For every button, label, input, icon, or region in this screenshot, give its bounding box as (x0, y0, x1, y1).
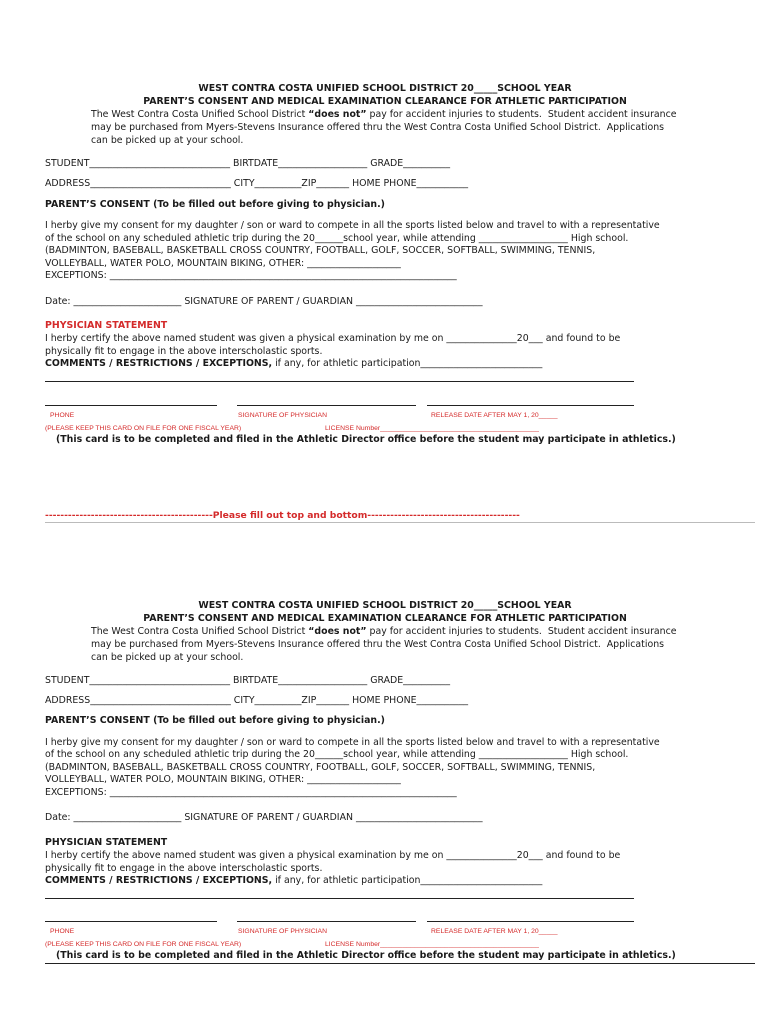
footer-note: (This card is to be completed and filed in the Athletic Director office before the student may participate in athletics.) (56, 950, 676, 961)
consent-line2: of the school on any scheduled athletic trip during the 20______school year, while attending ___________________ High school. (45, 233, 629, 244)
release-date-blank (427, 405, 634, 406)
intro-text: The West Contra Costa Unified School District (91, 109, 309, 120)
comments-rest: if any, for athletic participation__________________________ (272, 358, 543, 369)
intro-line3: can be picked up at your school. (91, 135, 244, 146)
student-line: STUDENT______________________________ BIRTDATE___________________ GRADE__________ (45, 675, 451, 686)
form-header-line1: WEST CONTRA COSTA UNIFIED SCHOOL DISTRICT 20_____SCHOOL YEAR (198, 600, 572, 611)
parent-consent-heading: PARENT’S CONSENT (To be filled out before giving to physician.) (45, 199, 385, 210)
intro-line1 (91, 626, 677, 638)
form-header-line2: PARENT’S CONSENT AND MEDICAL EXAMINATION CLEARANCE FOR ATHLETIC PARTICIPATION (143, 96, 627, 107)
intro-text: The West Contra Costa Unified School District (91, 626, 309, 637)
keep-card-label: (PLEASE KEEP THIS CARD ON FILE FOR ONE FISCAL YEAR) (45, 425, 242, 432)
date-signature-line: Date: _______________________ SIGNATURE OF PARENT / GUARDIAN ___________________________ (45, 812, 483, 823)
form-header-line2: PARENT’S CONSENT AND MEDICAL EXAMINATION CLEARANCE FOR ATHLETIC PARTICIPATION (143, 613, 627, 624)
comments-blank-line (45, 898, 634, 899)
physician-line2: physically fit to engage in the above interscholastic sports. (45, 346, 323, 357)
intro-line2: may be purchased from Myers-Stevens Insurance offered thru the West Contra Costa Unified School District. Applications (91, 639, 665, 650)
consent-line4: VOLLEYBALL, WATER POLO, MOUNTAIN BIKING, OTHER: ____________________ (45, 258, 401, 269)
signature-of-physician-label: SIGNATURE OF PHYSICIAN (238, 412, 327, 419)
intro-text: pay for accident injuries to students. Student accident insurance (366, 109, 677, 120)
release-date-label: RELEASE DATE AFTER MAY 1, 20_____ (431, 412, 558, 419)
release-date-blank (427, 921, 634, 922)
signature-of-physician-label: SIGNATURE OF PHYSICIAN (238, 928, 327, 935)
consent-line2: of the school on any scheduled athletic trip during the 20______school year, while attending ___________________ High school. (45, 749, 629, 760)
physician-line1: I herby certify the above named student was given a physical examination by me on _______________20___ and found to be (45, 333, 621, 344)
signature-blank (237, 405, 416, 406)
exceptions-line: EXCEPTIONS: __________________________________________________________________________ (45, 787, 457, 798)
address-line: ADDRESS______________________________ CITY__________ZIP_______ HOME PHONE___________ (45, 695, 469, 706)
physician-line1: I herby certify the above named student was given a physical examination by me on _______________20___ and found to be (45, 850, 621, 861)
comments-rest: if any, for athletic participation__________________________ (272, 875, 543, 886)
does-not-emphasis: “does not” (308, 626, 367, 637)
phone-label: PHONE (50, 928, 75, 935)
signature-blank (237, 921, 416, 922)
consent-line3: (BADMINTON, BASEBALL, BASKETBALL CROSS COUNTRY, FOOTBALL, GOLF, SOCCER, SOFTBALL, SWIMMING, TENNIS, (45, 245, 596, 256)
comments-blank-line (45, 381, 634, 382)
form-header-line1: WEST CONTRA COSTA UNIFIED SCHOOL DISTRICT 20_____SCHOOL YEAR (198, 83, 572, 94)
release-date-label: RELEASE DATE AFTER MAY 1, 20_____ (431, 928, 558, 935)
exceptions-line: EXCEPTIONS: __________________________________________________________________________ (45, 270, 457, 281)
separator-rule (45, 522, 755, 523)
physician-line2: physically fit to engage in the above interscholastic sports. (45, 863, 323, 874)
intro-text: pay for accident injuries to students. Student accident insurance (366, 626, 677, 637)
comments-line (45, 875, 542, 887)
consent-line4: VOLLEYBALL, WATER POLO, MOUNTAIN BIKING, OTHER: ____________________ (45, 774, 401, 785)
license-number-label: LICENSE Number__________________________________________ (325, 941, 539, 948)
keep-card-label: (PLEASE KEEP THIS CARD ON FILE FOR ONE FISCAL YEAR) (45, 941, 242, 948)
physician-statement-heading: PHYSICIAN STATEMENT (45, 320, 168, 331)
student-line: STUDENT______________________________ BIRTDATE___________________ GRADE__________ (45, 158, 451, 169)
address-line: ADDRESS______________________________ CITY__________ZIP_______ HOME PHONE___________ (45, 178, 469, 189)
does-not-emphasis: “does not” (308, 109, 367, 120)
footer-rule (45, 963, 755, 964)
comments-line (45, 358, 542, 370)
phone-label: PHONE (50, 412, 75, 419)
comments-label: COMMENTS / RESTRICTIONS / EXCEPTIONS, (45, 358, 273, 369)
comments-label: COMMENTS / RESTRICTIONS / EXCEPTIONS, (45, 875, 273, 886)
intro-line1 (91, 109, 677, 121)
parent-consent-heading: PARENT’S CONSENT (To be filled out before giving to physician.) (45, 715, 385, 726)
consent-line1: I herby give my consent for my daughter / son or ward to compete in all the sports listed below and travel to with a representative (45, 737, 660, 748)
intro-line3: can be picked up at your school. (91, 652, 244, 663)
fill-both-separator: --------------------------------------------Please fill out top and bottom---------------------------------------- (45, 510, 520, 521)
phone-blank (45, 405, 217, 406)
consent-line3: (BADMINTON, BASEBALL, BASKETBALL CROSS COUNTRY, FOOTBALL, GOLF, SOCCER, SOFTBALL, SWIMMING, TENNIS, (45, 762, 596, 773)
phone-blank (45, 921, 217, 922)
physician-statement-heading: PHYSICIAN STATEMENT (45, 837, 168, 848)
intro-line2: may be purchased from Myers-Stevens Insurance offered thru the West Contra Costa Unified School District. Applications (91, 122, 665, 133)
footer-note: (This card is to be completed and filed in the Athletic Director office before the student may participate in athletics.) (56, 434, 676, 445)
license-number-label: LICENSE Number__________________________________________ (325, 425, 539, 432)
date-signature-line: Date: _______________________ SIGNATURE OF PARENT / GUARDIAN ___________________________ (45, 296, 483, 307)
consent-line1: I herby give my consent for my daughter / son or ward to compete in all the sports listed below and travel to with a representative (45, 220, 660, 231)
